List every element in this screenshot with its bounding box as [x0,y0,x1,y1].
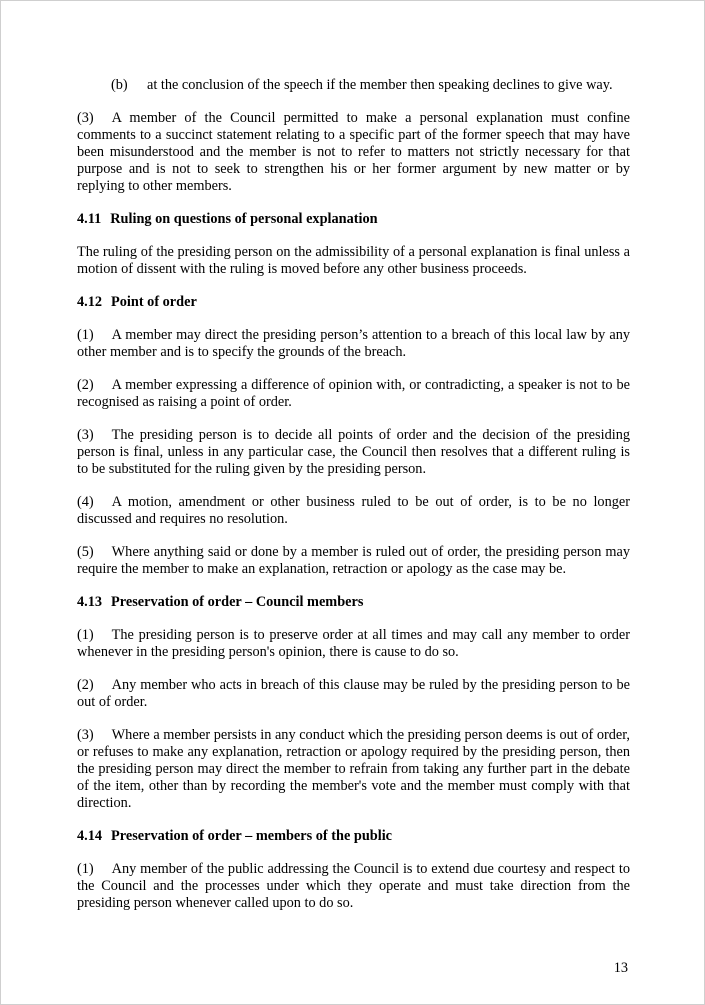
paragraph-number: (3) [77,727,94,743]
paragraph-text: The presiding person is to decide all points of order and the decision of the presiding person is final, unless in any particular case, the Council then resolves that a different ruling is to be substituted for the ruling given by the presiding person. [77,427,630,477]
paragraph-number: (5) [77,544,94,560]
paragraph [77,244,630,278]
paragraph-number: (2) [77,677,94,693]
section-heading [77,211,630,228]
sub-item-label: (b) [111,77,128,93]
section-heading [77,594,630,611]
paragraph-text: A member expressing a difference of opinion with, or contradicting, a speaker is not to be recognised as raising a point of order. [77,377,630,410]
paragraph-number: (1) [77,627,94,643]
section-heading [77,828,630,845]
paragraph-text: A motion, amendment or other business ruled to be out of order, is to be no longer discussed and requires no resolution. [77,494,630,527]
paragraph-text: Any member of the public addressing the Council is to extend due courtesy and respect to the Council and the processes under which they operate and must take direction from the presiding person whenever called upon to do so. [77,861,630,911]
paragraph [77,627,630,661]
paragraph-text: Any member who acts in breach of this clause may be ruled by the presiding person to be out of order. [77,677,630,710]
paragraph-text: The ruling of the presiding person on the admissibility of a personal explanation is final unless a motion of dissent with the ruling is moved before any other business proceeds. [77,244,630,277]
paragraph-number: (1) [77,327,94,343]
paragraph-text: A member may direct the presiding person’s attention to a breach of this local law by any other member and is to specify the grounds of the breach. [77,327,630,360]
section-number: 4.14 [77,828,103,844]
paragraph-text: Where a member persists in any conduct which the presiding person deems is out of order, or refuses to make any explanation, retraction or apology required by the presiding person, then the presiding person may direct the member to refrain from taking any further part in the debate of the item, other than by recording the member's vote and the member must comply with that direction. [77,727,630,811]
paragraph [77,677,630,711]
section-title: Preservation of order – Council members [111,594,364,610]
paragraph-text: Where anything said or done by a member is ruled out of order, the presiding person may require the member to make an explanation, retraction or apology as the case may be. [77,544,630,577]
paragraph [77,494,630,528]
document-body [77,77,630,928]
paragraph-text: A member of the Council permitted to make a personal explanation must confine comments to a succinct statement relating to a specific part of the former speech that may have been misunderstood and the member is not to refer to matters not strictly necessary for that purpose and is not to seek to strengthen his or her former argument by new matter or by replying to other members. [77,110,630,194]
paragraph [77,327,630,361]
section-title: Point of order [111,294,197,310]
paragraph [77,727,630,812]
paragraph-number: (1) [77,861,94,877]
section-number: 4.11 [77,211,102,227]
paragraph-number: (3) [77,427,94,443]
paragraph [77,377,630,411]
paragraph-number: (4) [77,494,94,510]
section-heading [77,294,630,311]
section-title: Ruling on questions of personal explanation [110,211,378,227]
paragraph [77,427,630,478]
paragraph-number: (3) [77,110,94,126]
sub-item [77,77,630,94]
section-number: 4.12 [77,294,103,310]
section-title: Preservation of order – members of the public [111,828,393,844]
section-number: 4.13 [77,594,103,610]
sub-item-text: at the conclusion of the speech if the member then speaking declines to give way. [147,77,613,93]
paragraph [77,544,630,578]
paragraph-text: The presiding person is to preserve order at all times and may call any member to order whenever in the presiding person's opinion, there is cause to do so. [77,627,630,660]
paragraph [77,110,630,195]
page-number: 13 [613,960,628,976]
paragraph [77,861,630,912]
paragraph-number: (2) [77,377,94,393]
